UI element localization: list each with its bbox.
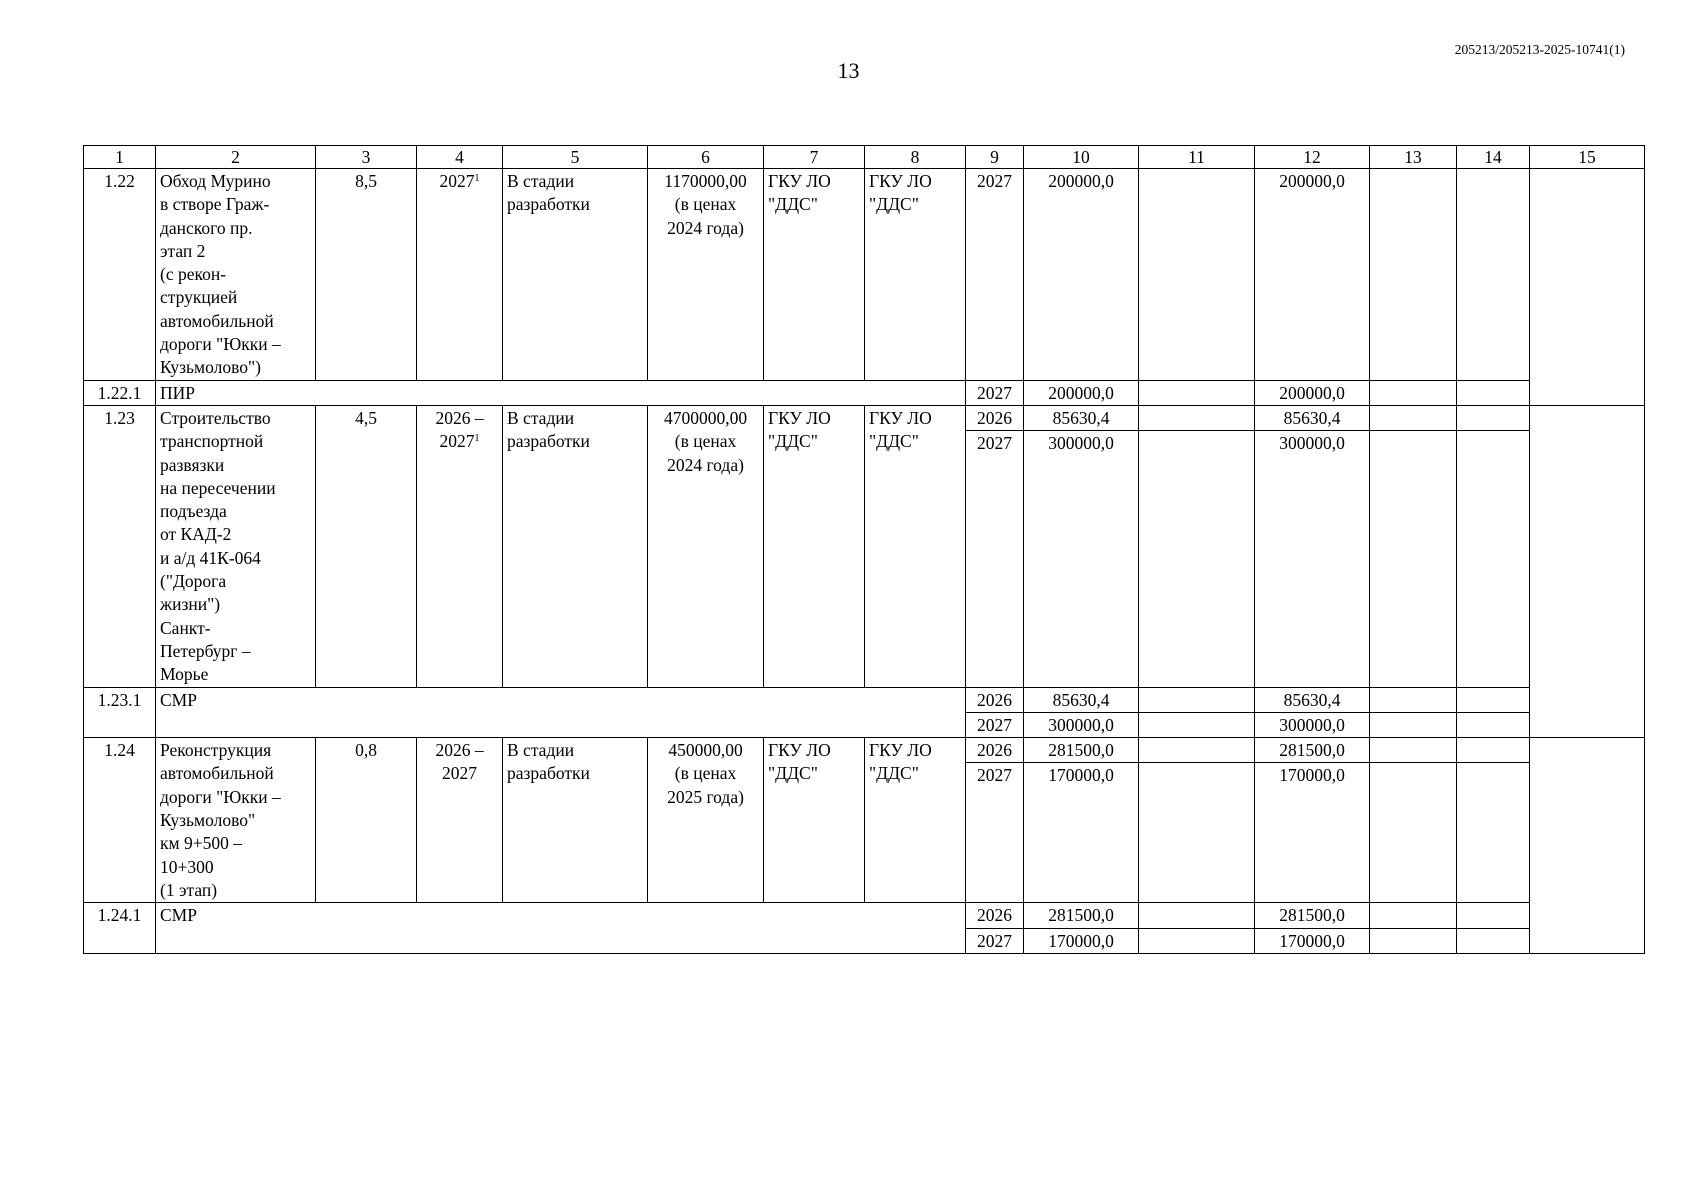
amount-col10: 170000,0 <box>1024 928 1139 953</box>
amount-col14 <box>1457 687 1530 712</box>
amount-col10: 300000,0 <box>1024 431 1139 687</box>
column-number: 5 <box>503 146 648 169</box>
amount-col11 <box>1139 763 1255 903</box>
amount-col13 <box>1370 763 1457 903</box>
year: 2027 <box>966 763 1024 903</box>
amount-col11 <box>1139 380 1255 405</box>
amount-col15 <box>1530 169 1645 406</box>
amount-col10: 170000,0 <box>1024 763 1139 903</box>
amount-col13 <box>1370 431 1457 687</box>
page-number: 13 <box>837 58 860 83</box>
column-number: 3 <box>316 146 417 169</box>
amount-col11 <box>1139 903 1255 928</box>
amount-col12: 85630,4 <box>1255 687 1370 712</box>
column-number: 4 <box>417 146 503 169</box>
work-type: ПИР <box>156 380 966 405</box>
year: 2027 <box>966 712 1024 737</box>
column-number: 8 <box>865 146 966 169</box>
column-number: 2 <box>156 146 316 169</box>
object-name: Обход Мурино в створе Граж- данского пр. этап 2 (с рекон- струкцией автомобильной дороги "Юкки – Кузьмолово") <box>156 169 316 381</box>
work-type: СМР <box>156 903 966 954</box>
customer: ГКУ ЛО "ДДС" <box>764 405 865 687</box>
column-number: 6 <box>648 146 764 169</box>
year: 2026 <box>966 738 1024 763</box>
developer: ГКУ ЛО "ДДС" <box>865 738 966 903</box>
amount-col14 <box>1457 928 1530 953</box>
row-number: 1.24 <box>84 738 156 903</box>
amount-col15 <box>1530 738 1645 954</box>
amount-col10: 281500,0 <box>1024 738 1139 763</box>
column-number: 1 <box>84 146 156 169</box>
amount-col10: 200000,0 <box>1024 169 1139 381</box>
work-type: СМР <box>156 687 966 738</box>
amount-col14 <box>1457 169 1530 381</box>
amount-col11 <box>1139 928 1255 953</box>
period-value: 2027 <box>439 171 475 191</box>
year: 2027 <box>966 928 1024 953</box>
amount-col13 <box>1370 903 1457 928</box>
amount-col14 <box>1457 405 1530 430</box>
amount-col13 <box>1370 380 1457 405</box>
capacity-value: 4,5 <box>316 405 417 687</box>
amount-col10: 300000,0 <box>1024 712 1139 737</box>
column-number: 13 <box>1370 146 1457 169</box>
year: 2027 <box>966 431 1024 687</box>
table-row <box>84 738 1645 763</box>
column-number: 14 <box>1457 146 1530 169</box>
amount-col15 <box>1530 405 1645 737</box>
developer: ГКУ ЛО "ДДС" <box>865 405 966 687</box>
amount-col13 <box>1370 687 1457 712</box>
year: 2027 <box>966 169 1024 381</box>
capacity-value: 8,5 <box>316 169 417 381</box>
object-name: Реконструкция автомобильной дороги "Юкки – Кузьмолово" км 9+500 – 10+300 (1 этап) <box>156 738 316 903</box>
amount-col11 <box>1139 431 1255 687</box>
row-number: 1.23.1 <box>84 687 156 738</box>
amount-col11 <box>1139 687 1255 712</box>
project-status: В стадии разработки <box>503 738 648 903</box>
column-number: 11 <box>1139 146 1255 169</box>
period-value: 2026 – 2027 <box>417 738 503 903</box>
amount-col12: 200000,0 <box>1255 380 1370 405</box>
document-id: 205213/205213-2025-10741(1) <box>1454 42 1625 57</box>
amount-col14 <box>1457 763 1530 903</box>
amount-col14 <box>1457 380 1530 405</box>
developer: ГКУ ЛО "ДДС" <box>865 169 966 381</box>
amount-col13 <box>1370 712 1457 737</box>
amount-col11 <box>1139 405 1255 430</box>
customer: ГКУ ЛО "ДДС" <box>764 169 865 381</box>
amount-col11 <box>1139 738 1255 763</box>
amount-col12: 200000,0 <box>1255 169 1370 381</box>
amount-col13 <box>1370 169 1457 381</box>
amount-col14 <box>1457 431 1530 687</box>
year: 2026 <box>966 687 1024 712</box>
table-row <box>84 687 1645 712</box>
period-cell <box>417 405 503 687</box>
column-number: 7 <box>764 146 865 169</box>
year: 2026 <box>966 405 1024 430</box>
amount-col10: 85630,4 <box>1024 687 1139 712</box>
amount-col12: 300000,0 <box>1255 712 1370 737</box>
table-row <box>84 380 1645 405</box>
year: 2027 <box>966 380 1024 405</box>
capacity-value: 0,8 <box>316 738 417 903</box>
amount-col13 <box>1370 405 1457 430</box>
row-number: 1.23 <box>84 405 156 687</box>
amount-col13 <box>1370 928 1457 953</box>
table-row <box>84 903 1645 928</box>
row-number: 1.22.1 <box>84 380 156 405</box>
column-number: 10 <box>1024 146 1139 169</box>
amount-col11 <box>1139 169 1255 381</box>
estimated-cost: 4700000,00 (в ценах 2024 года) <box>648 405 764 687</box>
footnote-mark: 1 <box>474 433 480 445</box>
project-status: В стадии разработки <box>503 169 648 381</box>
year: 2026 <box>966 903 1024 928</box>
amount-col12: 170000,0 <box>1255 928 1370 953</box>
row-number: 1.22 <box>84 169 156 381</box>
amount-col12: 281500,0 <box>1255 903 1370 928</box>
customer: ГКУ ЛО "ДДС" <box>764 738 865 903</box>
table-row <box>84 405 1645 430</box>
amount-col10: 281500,0 <box>1024 903 1139 928</box>
period-value: 2026 – 2027 <box>435 407 484 452</box>
amount-col14 <box>1457 738 1530 763</box>
amount-col12: 300000,0 <box>1255 431 1370 687</box>
amount-col12: 85630,4 <box>1255 405 1370 430</box>
amount-col11 <box>1139 712 1255 737</box>
row-number: 1.24.1 <box>84 903 156 954</box>
amount-col12: 170000,0 <box>1255 763 1370 903</box>
column-number: 15 <box>1530 146 1645 169</box>
estimated-cost: 450000,00 (в ценах 2025 года) <box>648 738 764 903</box>
amount-col12: 281500,0 <box>1255 738 1370 763</box>
amount-col14 <box>1457 903 1530 928</box>
estimated-cost: 1170000,00 (в ценах 2024 года) <box>648 169 764 381</box>
column-number: 9 <box>966 146 1024 169</box>
amount-col13 <box>1370 738 1457 763</box>
object-name: Строительство транспортной развязки на пересечении подъезда от КАД-2 и а/д 41К-064 ("Дорога жизни") Санкт- Петербург – Морье <box>156 405 316 687</box>
table-row <box>84 169 1645 381</box>
program-table <box>83 145 1645 954</box>
column-number: 12 <box>1255 146 1370 169</box>
amount-col14 <box>1457 712 1530 737</box>
amount-col10: 200000,0 <box>1024 380 1139 405</box>
amount-col10: 85630,4 <box>1024 405 1139 430</box>
column-number-row <box>84 146 1645 169</box>
project-status: В стадии разработки <box>503 405 648 687</box>
footnote-mark: 1 <box>474 173 480 184</box>
period-cell <box>417 169 503 381</box>
